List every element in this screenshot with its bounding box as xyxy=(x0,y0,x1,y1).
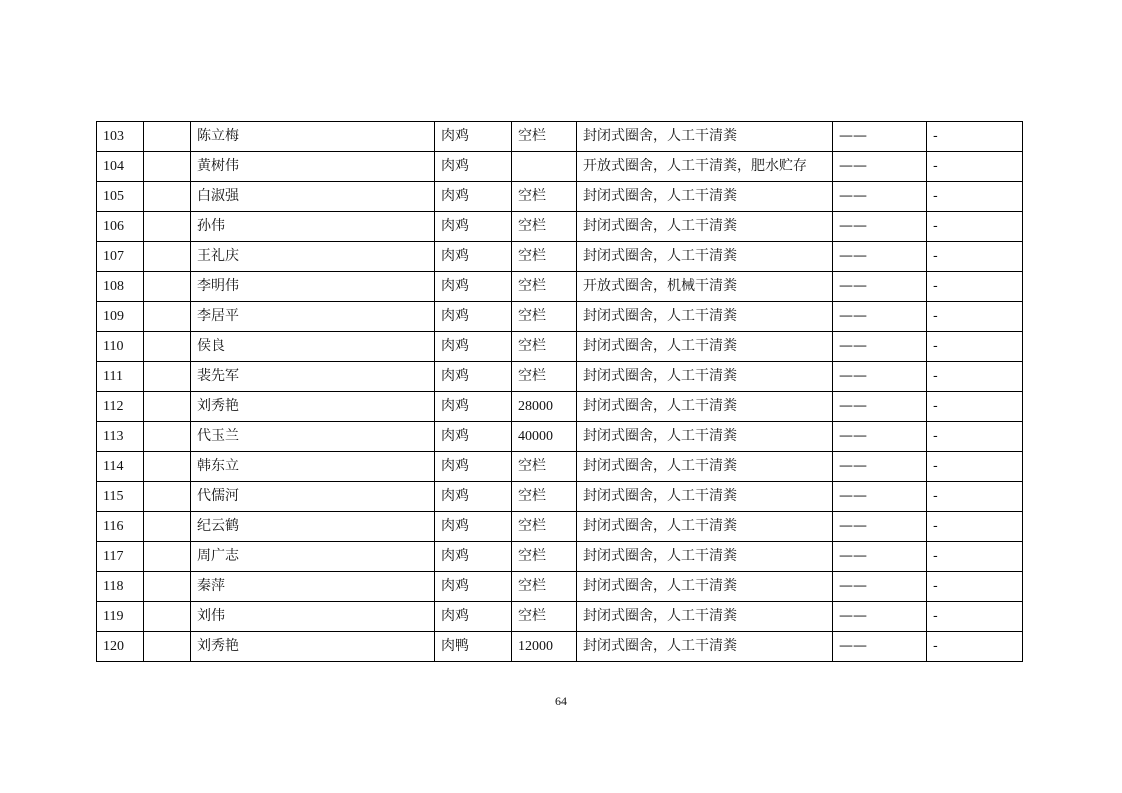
stock-quantity-cell: 空栏 xyxy=(512,212,577,242)
row-number-cell: 105 xyxy=(97,182,144,212)
dash-cell: - xyxy=(927,182,1023,212)
livestock-type-cell: 肉鸡 xyxy=(435,122,512,152)
dash-cell: - xyxy=(927,362,1023,392)
owner-name-cell: 李明伟 xyxy=(191,272,435,302)
table-row xyxy=(97,422,1023,452)
table-row xyxy=(97,242,1023,272)
owner-name-cell: 刘伟 xyxy=(191,602,435,632)
row-number-cell: 108 xyxy=(97,272,144,302)
table-row xyxy=(97,152,1023,182)
dash-cell: - xyxy=(927,152,1023,182)
blank-cell xyxy=(144,242,191,272)
livestock-type-cell: 肉鸡 xyxy=(435,392,512,422)
dash-cell: —— xyxy=(833,602,927,632)
owner-name-cell: 纪云鹤 xyxy=(191,512,435,542)
livestock-type-cell: 肉鸡 xyxy=(435,242,512,272)
manure-method-cell: 开放式圈舍，人工干清粪，肥水贮存 xyxy=(577,152,833,182)
table-body xyxy=(97,122,1023,662)
manure-method-cell: 封闭式圈舍，人工干清粪 xyxy=(577,602,833,632)
dash-cell: —— xyxy=(833,242,927,272)
table-row xyxy=(97,302,1023,332)
row-number-cell: 111 xyxy=(97,362,144,392)
manure-method-cell: 封闭式圈舍，人工干清粪 xyxy=(577,572,833,602)
row-number-cell: 118 xyxy=(97,572,144,602)
dash-cell: —— xyxy=(833,452,927,482)
stock-quantity-cell: 空栏 xyxy=(512,542,577,572)
blank-cell xyxy=(144,632,191,662)
dash-cell: - xyxy=(927,452,1023,482)
manure-method-cell: 封闭式圈舍，人工干清粪 xyxy=(577,542,833,572)
dash-cell: - xyxy=(927,482,1023,512)
owner-name-cell: 黄树伟 xyxy=(191,152,435,182)
owner-name-cell: 王礼庆 xyxy=(191,242,435,272)
row-number-cell: 110 xyxy=(97,332,144,362)
blank-cell xyxy=(144,542,191,572)
owner-name-cell: 刘秀艳 xyxy=(191,392,435,422)
dash-cell: —— xyxy=(833,122,927,152)
dash-cell: —— xyxy=(833,632,927,662)
dash-cell: - xyxy=(927,332,1023,362)
row-number-cell: 109 xyxy=(97,302,144,332)
owner-name-cell: 白淑强 xyxy=(191,182,435,212)
owner-name-cell: 陈立梅 xyxy=(191,122,435,152)
dash-cell: —— xyxy=(833,362,927,392)
manure-method-cell: 封闭式圈舍，人工干清粪 xyxy=(577,122,833,152)
owner-name-cell: 秦萍 xyxy=(191,572,435,602)
stock-quantity-cell: 空栏 xyxy=(512,572,577,602)
row-number-cell: 106 xyxy=(97,212,144,242)
manure-method-cell: 封闭式圈舍，人工干清粪 xyxy=(577,482,833,512)
livestock-type-cell: 肉鸡 xyxy=(435,572,512,602)
stock-quantity-cell: 空栏 xyxy=(512,602,577,632)
manure-method-cell: 封闭式圈舍，人工干清粪 xyxy=(577,362,833,392)
dash-cell: —— xyxy=(833,512,927,542)
dash-cell: —— xyxy=(833,332,927,362)
stock-quantity-cell: 空栏 xyxy=(512,452,577,482)
manure-method-cell: 封闭式圈舍，人工干清粪 xyxy=(577,242,833,272)
stock-quantity-cell: 空栏 xyxy=(512,182,577,212)
blank-cell xyxy=(144,482,191,512)
page-number: 64 xyxy=(555,694,567,708)
stock-quantity-cell: 空栏 xyxy=(512,482,577,512)
manure-method-cell: 封闭式圈舍，人工干清粪 xyxy=(577,302,833,332)
owner-name-cell: 代儒河 xyxy=(191,482,435,512)
blank-cell xyxy=(144,122,191,152)
owner-name-cell: 侯良 xyxy=(191,332,435,362)
manure-method-cell: 封闭式圈舍，人工干清粪 xyxy=(577,512,833,542)
blank-cell xyxy=(144,572,191,602)
table-row xyxy=(97,512,1023,542)
stock-quantity-cell xyxy=(512,152,577,182)
row-number-cell: 114 xyxy=(97,452,144,482)
owner-name-cell: 孙伟 xyxy=(191,212,435,242)
stock-quantity-cell: 空栏 xyxy=(512,272,577,302)
dash-cell: - xyxy=(927,572,1023,602)
row-number-cell: 103 xyxy=(97,122,144,152)
stock-quantity-cell: 空栏 xyxy=(512,332,577,362)
row-number-cell: 115 xyxy=(97,482,144,512)
manure-method-cell: 封闭式圈舍，人工干清粪 xyxy=(577,392,833,422)
table-row xyxy=(97,572,1023,602)
dash-cell: - xyxy=(927,512,1023,542)
dash-cell: - xyxy=(927,272,1023,302)
manure-method-cell: 封闭式圈舍，人工干清粪 xyxy=(577,332,833,362)
owner-name-cell: 代玉兰 xyxy=(191,422,435,452)
dash-cell: —— xyxy=(833,212,927,242)
livestock-type-cell: 肉鸡 xyxy=(435,362,512,392)
blank-cell xyxy=(144,332,191,362)
manure-method-cell: 封闭式圈舍，人工干清粪 xyxy=(577,422,833,452)
manure-method-cell: 封闭式圈舍，人工干清粪 xyxy=(577,212,833,242)
livestock-type-cell: 肉鸭 xyxy=(435,632,512,662)
dash-cell: —— xyxy=(833,152,927,182)
table-row xyxy=(97,542,1023,572)
row-number-cell: 116 xyxy=(97,512,144,542)
table-row xyxy=(97,482,1023,512)
dash-cell: - xyxy=(927,542,1023,572)
livestock-type-cell: 肉鸡 xyxy=(435,422,512,452)
livestock-type-cell: 肉鸡 xyxy=(435,152,512,182)
livestock-type-cell: 肉鸡 xyxy=(435,542,512,572)
farm-table xyxy=(96,121,1023,662)
dash-cell: - xyxy=(927,632,1023,662)
row-number-cell: 104 xyxy=(97,152,144,182)
table-row xyxy=(97,212,1023,242)
dash-cell: - xyxy=(927,392,1023,422)
row-number-cell: 119 xyxy=(97,602,144,632)
livestock-type-cell: 肉鸡 xyxy=(435,602,512,632)
owner-name-cell: 李居平 xyxy=(191,302,435,332)
blank-cell xyxy=(144,602,191,632)
owner-name-cell: 韩东立 xyxy=(191,452,435,482)
dash-cell: - xyxy=(927,422,1023,452)
dash-cell: - xyxy=(927,302,1023,332)
livestock-type-cell: 肉鸡 xyxy=(435,452,512,482)
table-row xyxy=(97,632,1023,662)
blank-cell xyxy=(144,152,191,182)
livestock-type-cell: 肉鸡 xyxy=(435,302,512,332)
dash-cell: —— xyxy=(833,542,927,572)
blank-cell xyxy=(144,422,191,452)
blank-cell xyxy=(144,512,191,542)
table-row xyxy=(97,122,1023,152)
row-number-cell: 113 xyxy=(97,422,144,452)
dash-cell: —— xyxy=(833,482,927,512)
blank-cell xyxy=(144,392,191,422)
owner-name-cell: 刘秀艳 xyxy=(191,632,435,662)
blank-cell xyxy=(144,272,191,302)
row-number-cell: 117 xyxy=(97,542,144,572)
table-row xyxy=(97,272,1023,302)
stock-quantity-cell: 空栏 xyxy=(512,122,577,152)
dash-cell: —— xyxy=(833,392,927,422)
livestock-type-cell: 肉鸡 xyxy=(435,512,512,542)
dash-cell: —— xyxy=(833,272,927,302)
table-row xyxy=(97,452,1023,482)
livestock-type-cell: 肉鸡 xyxy=(435,272,512,302)
dash-cell: —— xyxy=(833,182,927,212)
dash-cell: —— xyxy=(833,302,927,332)
manure-method-cell: 封闭式圈舍，人工干清粪 xyxy=(577,182,833,212)
manure-method-cell: 封闭式圈舍，人工干清粪 xyxy=(577,632,833,662)
table-row xyxy=(97,182,1023,212)
dash-cell: - xyxy=(927,242,1023,272)
manure-method-cell: 开放式圈舍，机械干清粪 xyxy=(577,272,833,302)
table-row xyxy=(97,602,1023,632)
owner-name-cell: 裴先军 xyxy=(191,362,435,392)
stock-quantity-cell: 空栏 xyxy=(512,302,577,332)
manure-method-cell: 封闭式圈舍，人工干清粪 xyxy=(577,452,833,482)
dash-cell: - xyxy=(927,602,1023,632)
blank-cell xyxy=(144,182,191,212)
dash-cell: - xyxy=(927,212,1023,242)
livestock-type-cell: 肉鸡 xyxy=(435,182,512,212)
dash-cell: - xyxy=(927,122,1023,152)
blank-cell xyxy=(144,452,191,482)
livestock-type-cell: 肉鸡 xyxy=(435,482,512,512)
dash-cell: —— xyxy=(833,572,927,602)
table-row xyxy=(97,362,1023,392)
stock-quantity-cell: 40000 xyxy=(512,422,577,452)
blank-cell xyxy=(144,212,191,242)
stock-quantity-cell: 空栏 xyxy=(512,242,577,272)
blank-cell xyxy=(144,302,191,332)
livestock-type-cell: 肉鸡 xyxy=(435,212,512,242)
stock-quantity-cell: 空栏 xyxy=(512,362,577,392)
table-row xyxy=(97,332,1023,362)
dash-cell: —— xyxy=(833,422,927,452)
stock-quantity-cell: 12000 xyxy=(512,632,577,662)
row-number-cell: 107 xyxy=(97,242,144,272)
stock-quantity-cell: 28000 xyxy=(512,392,577,422)
owner-name-cell: 周广志 xyxy=(191,542,435,572)
livestock-type-cell: 肉鸡 xyxy=(435,332,512,362)
row-number-cell: 112 xyxy=(97,392,144,422)
table-row xyxy=(97,392,1023,422)
stock-quantity-cell: 空栏 xyxy=(512,512,577,542)
blank-cell xyxy=(144,362,191,392)
row-number-cell: 120 xyxy=(97,632,144,662)
